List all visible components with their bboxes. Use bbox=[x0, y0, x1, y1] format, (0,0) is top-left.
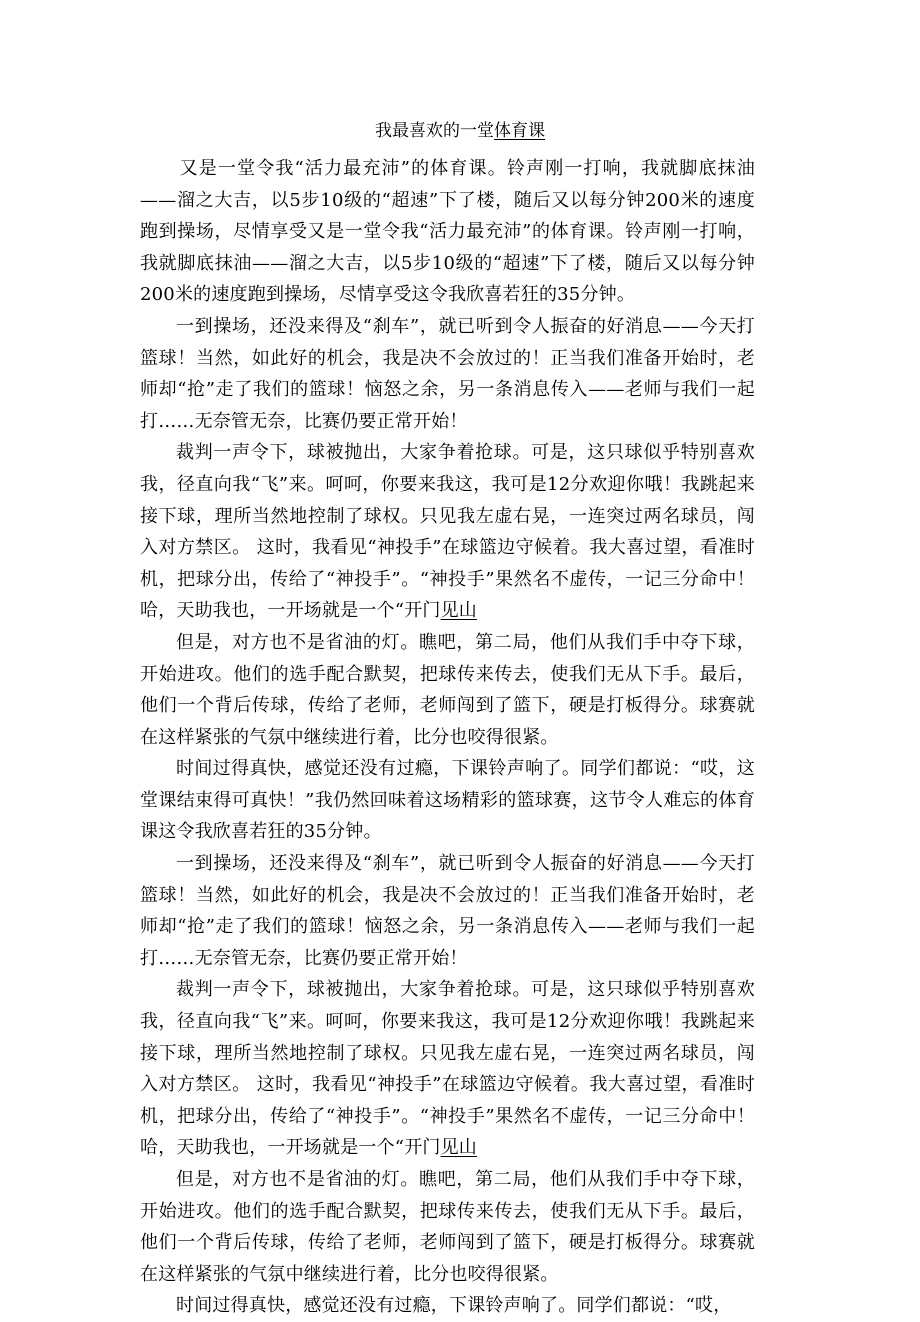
paragraph bbox=[140, 974, 755, 1164]
paragraph bbox=[140, 437, 755, 627]
paragraph-text: 又是一堂令我“活力最充沛”的体育课。铃声刚一打响，我就脚底抹油——溜之大吉，以5步10级的“超速”下了楼，随后又以每分钟200米的速度跑到操场，尽情享受又是一堂令我“活力最充沛”的体育课。铃声刚一打响，我就脚底抹油——溜之大吉，以5步10级的“超速”下了楼，随后又以每分钟200米的速度跑到操场，尽情享受这令我欣喜若狂的35分钟。 bbox=[140, 158, 755, 306]
paragraph bbox=[140, 1164, 755, 1290]
document-title bbox=[0, 118, 920, 144]
paragraph-text: 但是，对方也不是省油的灯。瞧吧，第二局，他们从我们手中夺下球，开始进攻。他们的选手配合默契，把球传来传去，使我们无从下手。最后，他们一个背后传球，传给了老师，老师闯到了篮下，硬是打板得分。球赛就在这样紧张的气氛中继续进行着，比分也咬得很紧。 bbox=[140, 1169, 755, 1285]
underlined-link[interactable]: 见山 bbox=[440, 600, 478, 622]
paragraph-text: 裁判一声令下，球被抛出，大家争着抢球。可是，这只球似乎特别喜欢我，径直向我“飞”来。呵呵，你要来我这，我可是12分欢迎你哦！我跳起来接下球，理所当然地控制了球权。只见我左虚右晃，一连突过两名球员，闯入对方禁区。 这时，我看见“神投手”在球篮边守候着。我大喜过望，看准时机，把球分出，传给了“神投手”。“神投手”果然名不虚传，一记三分命中！哈，天助我也，一开场就是一个“开门 bbox=[140, 442, 755, 622]
title-link[interactable]: 体育课 bbox=[494, 121, 545, 141]
underlined-link[interactable]: 见山 bbox=[440, 1137, 478, 1159]
paragraph bbox=[140, 153, 755, 311]
paragraph bbox=[140, 627, 755, 753]
paragraph-text: 一到操场，还没来得及“刹车”，就已听到令人振奋的好消息——今天打篮球！当然，如此好的机会，我是决不会放过的！正当我们准备开始时，老师却“抢”走了我们的篮球！恼怒之余，另一条消息传入——老师与我们一起打……无奈管无奈，比赛仍要正常开始！ bbox=[140, 853, 755, 969]
document-body bbox=[140, 153, 755, 1322]
paragraph bbox=[140, 1290, 755, 1322]
title-text: 我最喜欢的一堂 bbox=[375, 121, 494, 141]
paragraph-text: 时间过得真快，感觉还没有过瘾，下课铃声响了。同学们都说：“哎，这堂课结束得可真快！”我仍然回味着这场精彩的篮球赛，这节令人难忘的体育课这令我欣喜若狂的35分钟。 bbox=[140, 758, 755, 843]
paragraph-text: 时间过得真快，感觉还没有过瘾，下课铃声响了。同学们都说：“哎， bbox=[176, 1295, 732, 1317]
paragraph bbox=[140, 753, 755, 848]
paragraph bbox=[140, 311, 755, 437]
paragraph-text: 但是，对方也不是省油的灯。瞧吧，第二局，他们从我们手中夺下球，开始进攻。他们的选手配合默契，把球传来传去，使我们无从下手。最后，他们一个背后传球，传给了老师，老师闯到了篮下，硬是打板得分。球赛就在这样紧张的气氛中继续进行着，比分也咬得很紧。 bbox=[140, 631, 755, 748]
paragraph bbox=[140, 848, 755, 974]
paragraph-text: 裁判一声令下，球被抛出，大家争着抢球。可是，这只球似乎特别喜欢我，径直向我“飞”来。呵呵，你要来我这，我可是12分欢迎你哦！我跳起来接下球，理所当然地控制了球权。只见我左虚右晃，一连突过两名球员，闯入对方禁区。 这时，我看见“神投手”在球篮边守候着。我大喜过望，看准时机，把球分出，传给了“神投手”。“神投手”果然名不虚传，一记三分命中！哈，天助我也，一开场就是一个“开门 bbox=[140, 979, 755, 1159]
paragraph-text: 一到操场，还没来得及“刹车”，就已听到令人振奋的好消息——今天打篮球！当然，如此好的机会，我是决不会放过的！正当我们准备开始时，老师却“抢”走了我们的篮球！恼怒之余，另一条消息传入——老师与我们一起打……无奈管无奈，比赛仍要正常开始！ bbox=[140, 315, 755, 432]
